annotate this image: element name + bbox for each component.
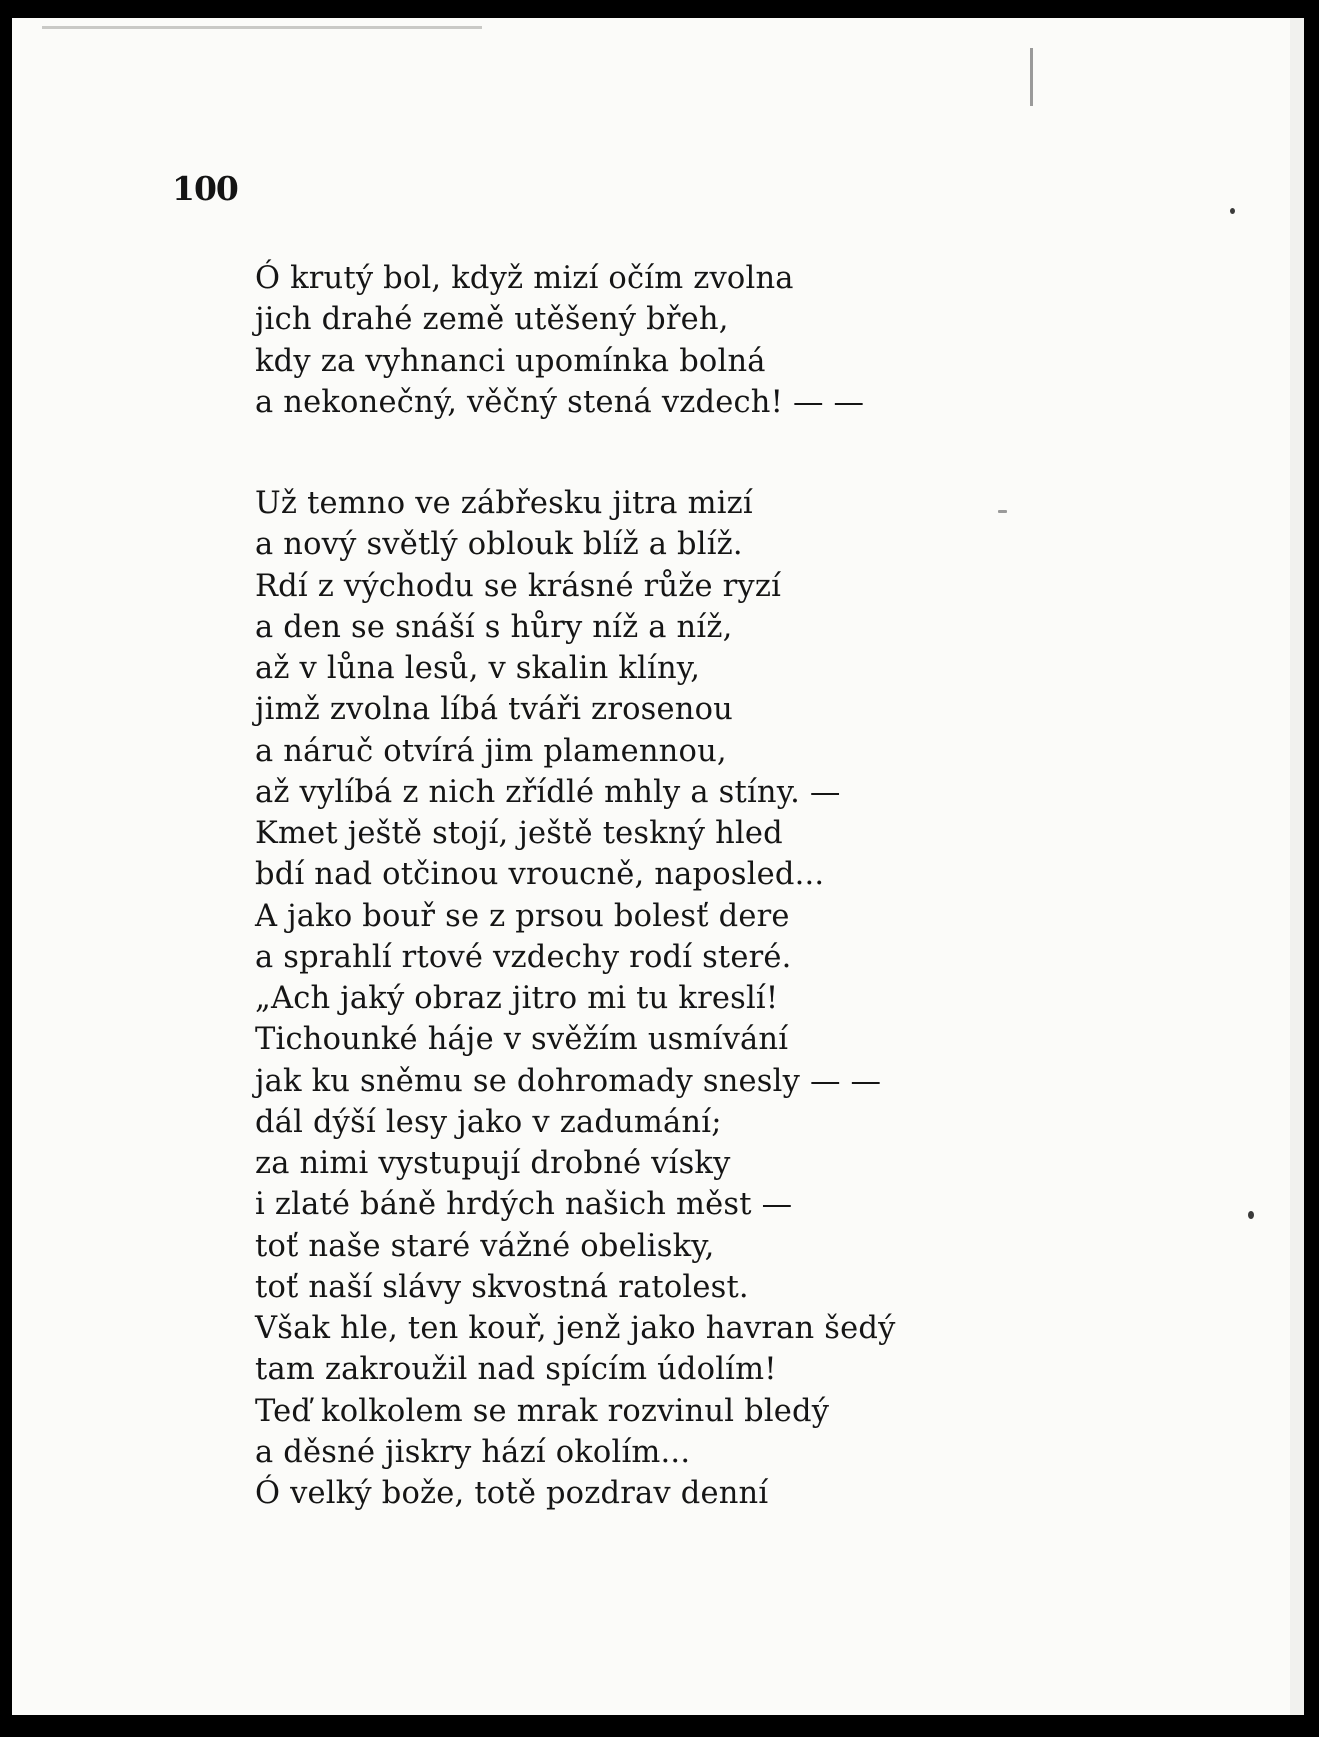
verse-line: jimž zvolna líbá tváři zrosenou — [255, 692, 734, 728]
verse-line: a nekonečný, věčný stená vzdech! — — — [255, 384, 865, 420]
verse-line: a děsné jiskry hází okolím... — [255, 1434, 691, 1470]
verse-line: a nový světlý oblouk blíž a blíž. — [255, 527, 743, 563]
verse-line: a den se snáší s hůry níž a níž, — [255, 609, 733, 645]
scan-smudge — [42, 26, 482, 29]
verse-line: bdí nad otčinou vroucně, naposled... — [255, 857, 825, 893]
verse-line: jich drahé země utěšený břeh, — [255, 302, 729, 338]
verse-line: Tichounké háje v svěžím usmívání — [255, 1022, 789, 1058]
scan-speck — [1230, 208, 1235, 214]
verse-line: a náruč otvírá jim plamennou, — [255, 733, 727, 769]
page-edge — [1290, 18, 1304, 1715]
verse-line: až v lůna lesů, v skalin klíny, — [255, 651, 701, 686]
scan-mark — [1030, 48, 1033, 106]
verse-line: dál dýší lesy jako v zadumání; — [255, 1104, 722, 1140]
verse-line: Ó krutý bol, když mizí očím zvolna — [255, 261, 794, 296]
stanza-1 — [255, 258, 864, 423]
verse-line: za nimi vystupují drobné vísky — [255, 1146, 731, 1181]
book-page — [12, 18, 1290, 1715]
verse-line: Kmet ještě stojí, ještě teskný hled — [255, 816, 783, 851]
verse-line: A jako bouř se z prsou bolesť dere — [255, 898, 790, 934]
verse-line: toť naší slávy skvostná ratolest. — [255, 1269, 749, 1305]
verse-line: Teď kolkolem se mrak rozvinul bledý — [255, 1393, 830, 1429]
verse-line: a sprahlí rtové vzdechy rodí steré. — [255, 939, 792, 975]
verse-line: toť naše staré vážné obelisky, — [255, 1228, 715, 1264]
scan-speck — [1248, 1211, 1254, 1219]
verse-line: i zlaté báně hrdých našich měst — — [255, 1187, 793, 1223]
verse-line: Ó velký bože, totě pozdrav denní — [255, 1476, 769, 1511]
verse-line: Rdí z východu se krásné růže ryzí — [255, 568, 782, 604]
scan-speck — [998, 510, 1007, 513]
verse-line: kdy za vyhnanci upomínka bolná — [255, 343, 766, 379]
page-number: 100 — [172, 169, 238, 208]
verse-line: tam zakroužil nad spícím údolím! — [255, 1352, 777, 1388]
stanza-2 — [255, 483, 896, 1514]
verse-line: až vylíbá z nich zřídlé mhly a stíny. — — [255, 774, 841, 810]
verse-line: Už temno ve zábřesku jitra mizí — [255, 486, 753, 521]
verse-line: Však hle, ten kouř, jenž jako havran šedý — [255, 1311, 896, 1346]
verse-line: jak ku sněmu se dohromady snesly — — — [255, 1063, 882, 1099]
verse-line: „Ach jaký obraz jitro mi tu kreslí! — [255, 981, 779, 1016]
